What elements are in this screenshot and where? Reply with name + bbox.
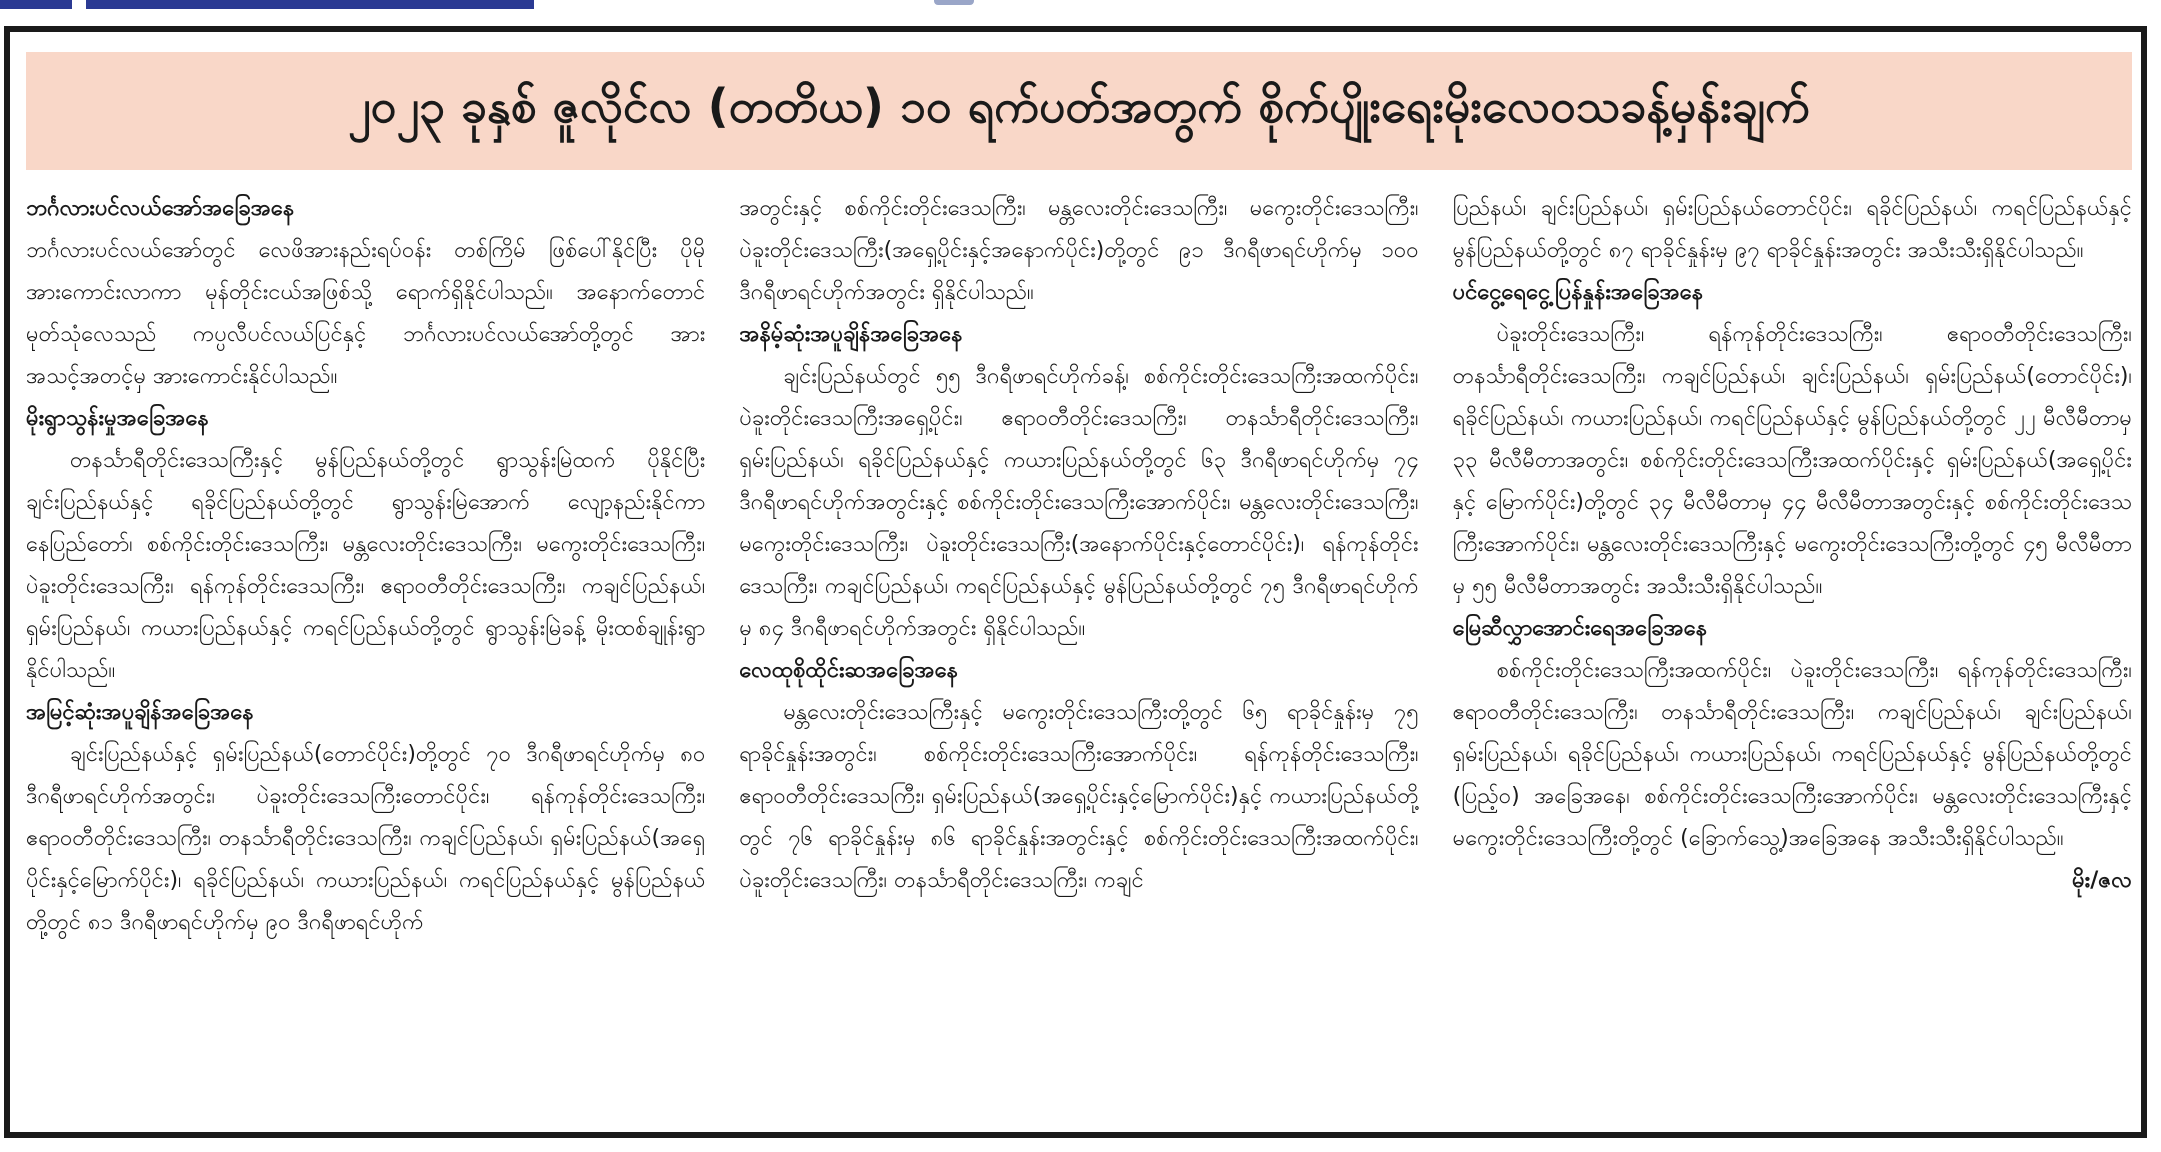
column-2 — [739, 188, 1418, 1118]
header-bar-right — [86, 0, 534, 9]
section-body-humidity-cont: ပြည်နယ်၊ ချင်းပြည်နယ်၊ ရှမ်းပြည်နယ်တောင်ပိုင်း၊ ရခိုင်ပြည်နယ်၊ ကရင်ပြည်နယ်နှင့် မွန်ပြည်နယ်တို့တွင် ၈၇ ရာခိုင်နှုန်းမှ ၉၇ ရာခိုင်နှုန်းအတွင်း အသီးသီးရှိနိုင်ပါသည်။ — [1452, 196, 2132, 263]
section-heading-evapotranspiration: ပင်ငွေ့ရေငွေ့ပြန်နှုန်းအခြေအနေ — [1452, 280, 1704, 305]
section-body-humidity: မန္တလေးတိုင်းဒေသကြီးနှင့် မကွေးတိုင်းဒေသကြီးတို့တွင် ၆၅ ရာခိုင်နှုန်းမှ ၇၅ ရာခိုင်နှုန်းအတွင်း၊ စစ်ကိုင်းတိုင်းဒေသကြီးအောက်ပိုင်း၊ ရန်ကုန်တိုင်းဒေသကြီး၊ ဧရာဝတီတိုင်းဒေသကြီး၊ ရှမ်းပြည်နယ်(အရှေ့ပိုင်းနှင့်မြောက်ပိုင်း)နှင့် ကယားပြည်နယ်တို့တွင် ၇၆ ရာခိုင်နှုန်းမှ ၈၆ ရာခိုင်နှုန်းအတွင်းနှင့် စစ်ကိုင်းတိုင်းဒေသကြီးအထက်ပိုင်း၊ ပဲခူးတိုင်းဒေသကြီး၊ တနင်္သာရီတိုင်းဒေသကြီး၊ ကချင် — [739, 700, 1419, 893]
section-heading-humidity: လေထုစိုထိုင်းဆအခြေအနေ — [739, 658, 959, 683]
section-heading-rainfall: မိုးရွာသွန်းမှုအခြေအနေ — [26, 406, 209, 431]
section-heading-bay-of-bengal: ဘင်္ဂလားပင်လယ်အော်အခြေအနေ — [26, 196, 295, 221]
column-3 — [1453, 188, 2132, 1118]
title-banner — [26, 52, 2132, 170]
section-heading-soil-moisture: မြေဆီလွှာအောင်းရေအခြေအနေ — [1452, 616, 1708, 641]
author-signoff: မိုး/ဇလ — [2072, 868, 2132, 893]
section-heading-min-temperature: အနိမ့်ဆုံးအပူချိန်အခြေအနေ — [739, 322, 963, 347]
section-body-rainfall: တနင်္သာရီတိုင်းဒေသကြီးနှင့် မွန်ပြည်နယ်တို့တွင် ရွာသွန်းမြဲထက် ပိုနိုင်ပြီး ချင်းပြည်နယ်နှင့် ရခိုင်ပြည်နယ်တို့တွင် ရွာသွန်းမြဲအောက် လျော့နည်းနိုင်ကာ နေပြည်တော်၊ စစ်ကိုင်းတိုင်းဒေသကြီး၊ မန္တလေးတိုင်းဒေသကြီး၊ မကွေးတိုင်းဒေသကြီး၊ ပဲခူးတိုင်းဒေသကြီး၊ ရန်ကုန်တိုင်းဒေသကြီး၊ ဧရာဝတီတိုင်းဒေသကြီး၊ ကချင်ပြည်နယ်၊ ရှမ်းပြည်နယ်၊ ကယားပြည်နယ်နှင့် ကရင်ပြည်နယ်တို့တွင် ရွာသွန်းမြဲခန့် မိုးထစ်ချုန်းရွာနိုင်ပါသည်။ — [26, 448, 706, 683]
article-columns — [26, 188, 2132, 1118]
section-heading-max-temperature: အမြင့်ဆုံးအပူချိန်အခြေအနေ — [26, 700, 254, 725]
section-body-min-temperature: ချင်းပြည်နယ်တွင် ၅၅ ဒီဂရီဖာရင်ဟိုက်ခန့်၊ စစ်ကိုင်းတိုင်းဒေသကြီးအထက်ပိုင်း၊ ပဲခူးတိုင်းဒေသကြီးအရှေ့ပိုင်း၊ ဧရာဝတီတိုင်းဒေသကြီး၊ တနင်္သာရီတိုင်းဒေသကြီး၊ ရှမ်းပြည်နယ်၊ ရခိုင်ပြည်နယ်နှင့် ကယားပြည်နယ်တို့တွင် ၆၃ ဒီဂရီဖာရင်ဟိုက်မှ ၇၄ ဒီဂရီဖာရင်ဟိုက်အတွင်းနှင့် စစ်ကိုင်းတိုင်းဒေသကြီးအောက်ပိုင်း၊ မန္တလေးတိုင်းဒေသကြီး၊ မကွေးတိုင်းဒေသကြီး၊ ပဲခူးတိုင်းဒေသကြီး(အနောက်ပိုင်းနှင့်တောင်ပိုင်း)၊ ရန်ကုန်တိုင်းဒေသကြီး၊ ကချင်ပြည်နယ်၊ ကရင်ပြည်နယ်နှင့် မွန်ပြည်နယ်တို့တွင် ၇၅ ဒီဂရီဖာရင်ဟိုက်မှ ၈၄ ဒီဂရီဖာရင်ဟိုက်အတွင်း ရှိနိုင်ပါသည်။ — [739, 364, 1419, 641]
header-bar-left — [0, 0, 72, 9]
column-1 — [26, 188, 705, 1118]
logo-fragment-icon — [934, 0, 974, 5]
section-body-max-temperature-cont: အတွင်းနှင့် စစ်ကိုင်းတိုင်းဒေသကြီး၊ မန္တလေးတိုင်းဒေသကြီး၊ မကွေးတိုင်းဒေသကြီး၊ ပဲခူးတိုင်းဒေသကြီး(အရှေ့ပိုင်းနှင့်အနောက်ပိုင်း)တို့တွင် ၉၁ ဒီဂရီဖာရင်ဟိုက်မှ ၁၀၀ ဒီဂရီဖာရင်ဟိုက်အတွင်း ရှိနိုင်ပါသည်။ — [739, 196, 1419, 305]
section-body-max-temperature: ချင်းပြည်နယ်နှင့် ရှမ်းပြည်နယ်(တောင်ပိုင်း)တို့တွင် ၇၀ ဒီဂရီဖာရင်ဟိုက်မှ ၈၀ ဒီဂရီဖာရင်ဟိုက်အတွင်း၊ ပဲခူးတိုင်းဒေသကြီးတောင်ပိုင်း၊ ရန်ကုန်တိုင်းဒေသကြီး၊ ဧရာဝတီတိုင်းဒေသကြီး၊ တနင်္သာရီတိုင်းဒေသကြီး၊ ကချင်ပြည်နယ်၊ ရှမ်းပြည်နယ်(အရှေ့ပိုင်းနှင့်မြောက်ပိုင်း)၊ ရခိုင်ပြည်နယ်၊ ကယားပြည်နယ်၊ ကရင်ပြည်နယ်နှင့် မွန်ပြည်နယ်တို့တွင် ၈၁ ဒီဂရီဖာရင်ဟိုက်မှ ၉၀ ဒီဂရီဖာရင်ဟိုက် — [26, 742, 706, 935]
section-body-evapotranspiration: ပဲခူးတိုင်းဒေသကြီး၊ ရန်ကုန်တိုင်းဒေသကြီး၊ ဧရာဝတီတိုင်းဒေသကြီး၊ တနင်္သာရီတိုင်းဒေသကြီး၊ ကချင်ပြည်နယ်၊ ချင်းပြည်နယ်၊ ရှမ်းပြည်နယ်(တောင်ပိုင်း)၊ ရခိုင်ပြည်နယ်၊ ကယားပြည်နယ်၊ ကရင်ပြည်နယ်နှင့် မွန်ပြည်နယ်တို့တွင် ၂၂ မီလီမီတာမှ ၃၃ မီလီမီတာအတွင်း၊ စစ်ကိုင်းတိုင်းဒေသကြီးအထက်ပိုင်းနှင့် ရှမ်းပြည်နယ်(အရှေ့ပိုင်းနှင့် မြောက်ပိုင်း)တို့တွင် ၃၄ မီလီမီတာမှ ၄၄ မီလီမီတာအတွင်းနှင့် စစ်ကိုင်းတိုင်းဒေသကြီးအောက်ပိုင်း၊ မန္တလေးတိုင်းဒေသကြီးနှင့် မကွေးတိုင်းဒေသကြီးတို့တွင် ၄၅ မီလီမီတာမှ ၅၅ မီလီမီတာအတွင်း အသီးသီးရှိနိုင်ပါသည်။ — [1452, 322, 2132, 599]
top-strip — [0, 0, 2161, 16]
section-body-bay-of-bengal: ဘင်္ဂလားပင်လယ်အော်တွင် လေဖိအားနည်းရပ်ဝန်း တစ်ကြိမ် ဖြစ်ပေါ်နိုင်ပြီး ပိုမိုအားကောင်းလာကာ မုန်တိုင်းငယ်အဖြစ်သို့ ရောက်ရှိနိုင်ပါသည်။ အနောက်တောင်မုတ်သုံလေသည် ကပ္ပလီပင်လယ်ပြင်နှင့် ဘင်္ဂလားပင်လယ်အော်တို့တွင် အားအသင့်အတင့်မှ အားကောင်းနိုင်ပါသည်။ — [26, 238, 706, 389]
page-title: ၂၀၂၃ ခုနှစ် ဇူလိုင်လ (တတိယ) ၁၀ ရက်ပတ်အတွက် စိုက်ပျိုးရေးမိုးလေဝသခန့်မှန်းချက် — [348, 78, 1810, 133]
section-body-soil-moisture: စစ်ကိုင်းတိုင်းဒေသကြီးအထက်ပိုင်း၊ ပဲခူးတိုင်းဒေသကြီး၊ ရန်ကုန်တိုင်းဒေသကြီး၊ ဧရာဝတီတိုင်းဒေသကြီး၊ တနင်္သာရီတိုင်းဒေသကြီး၊ ကချင်ပြည်နယ်၊ ချင်းပြည်နယ်၊ ရှမ်းပြည်နယ်၊ ရခိုင်ပြည်နယ်၊ ကယားပြည်နယ်၊ ကရင်ပြည်နယ်နှင့် မွန်ပြည်နယ်တို့တွင် (ပြည့်ဝ) အခြေအနေ၊ စစ်ကိုင်းတိုင်းဒေသကြီးအောက်ပိုင်း၊ မန္တလေးတိုင်းဒေသကြီးနှင့် မကွေးတိုင်းဒေသကြီးတို့တွင် (ခြောက်သွေ့)အခြေအနေ အသီးသီးရှိနိုင်ပါသည်။ — [1452, 658, 2132, 851]
